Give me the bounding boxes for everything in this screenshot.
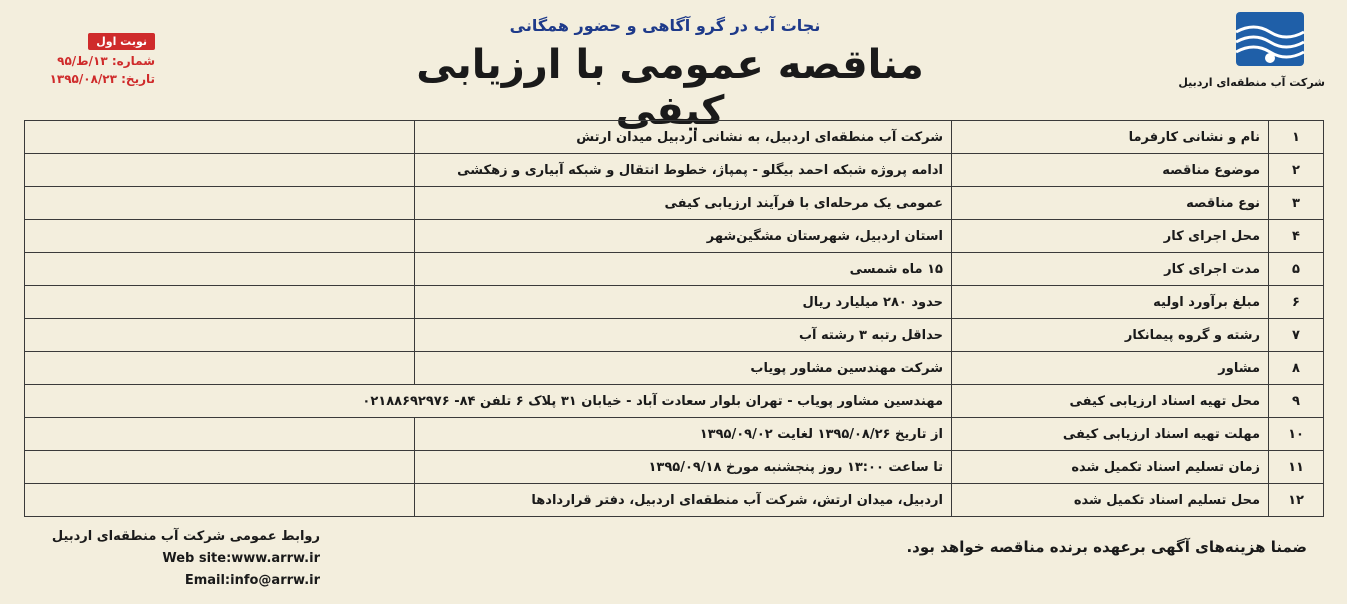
company-logo [1178,10,1325,100]
public-relations-label: روابط عمومی شرکت آب منطقه‌ای اردبیل [51,529,320,544]
row-value: تا ساعت ۱۳:۰۰ روز پنجشنبه مورخ ۱۳۹۵/۰۹/۱۸ [415,451,952,484]
table-row [25,220,1324,253]
notice-date: تاریخ: ۱۳۹۵/۰۸/۲۳ [49,72,155,86]
table-row [25,319,1324,352]
row-blank [25,352,415,385]
row-value: اردبیل، میدان ارتش، شرکت آب منطقه‌ای اردبیل، دفتر قراردادها [415,484,952,517]
row-field: زمان تسلیم اسناد تکمیل شده [952,451,1269,484]
row-blank [25,484,415,517]
row-field: نام و نشانی کارفرما [952,121,1269,154]
row-field: مبلغ برآورد اولیه [952,286,1269,319]
tender-details-table [24,120,1324,517]
row-number: ۴ [1269,220,1324,253]
row-blank [25,253,415,286]
website-text: Web site:www.arrw.ir [162,551,320,566]
table-row [25,352,1324,385]
row-field: نوع مناقصه [952,187,1269,220]
row-field: مشاور [952,352,1269,385]
row-value: عمومی یک مرحله‌ای با فرآیند ارزیابی کیفی [415,187,952,220]
row-number: ۲ [1269,154,1324,187]
table-row [25,286,1324,319]
row-number: ۶ [1269,286,1324,319]
row-field: مهلت تهیه اسناد ارزیابی کیفی [952,418,1269,451]
table-row [25,253,1324,286]
water-wave-logo-icon [1234,10,1306,68]
company-name: شرکت آب منطقه‌ای اردبیل [1178,76,1325,89]
row-value: ۱۵ ماه شمسی [415,253,952,286]
row-field: محل تهیه اسناد ارزیابی کیفی [952,385,1269,418]
contact-block [30,526,320,592]
row-number: ۱۱ [1269,451,1324,484]
row-value: مهندسین مشاور پویاب - تهران بلوار سعادت آباد - خیابان ۳۱ پلاک ۶ تلفن ۸۴- ۰۲۱۸۸۶۹۲۹۷۶ [25,385,952,418]
row-field: موضوع مناقصه [952,154,1269,187]
row-value: استان اردبیل، شهرستان مشگین‌شهر [415,220,952,253]
row-blank [25,187,415,220]
row-number: ۱ [1269,121,1324,154]
row-number: ۸ [1269,352,1324,385]
row-value: شرکت مهندسین مشاور پویاب [415,352,952,385]
row-blank [25,451,415,484]
row-number: ۵ [1269,253,1324,286]
row-field: محل اجرای کار [952,220,1269,253]
row-number: ۳ [1269,187,1324,220]
row-blank [25,286,415,319]
row-number: ۹ [1269,385,1324,418]
row-blank [25,121,415,154]
row-value: حدود ۲۸۰ میلیارد ریال [415,286,952,319]
table-row [25,187,1324,220]
table-row [25,484,1324,517]
notice-round-badge: نوبت اول [88,33,155,50]
table-row [25,121,1324,154]
row-number: ۱۲ [1269,484,1324,517]
ad-cost-note: ضمنا هزینه‌های آگهی برعهده برنده مناقصه خواهد بود. [906,538,1307,556]
row-value: شرکت آب منطقه‌ای اردبیل، به نشانی اردبیل میدان ارتش [415,121,952,154]
row-number: ۱۰ [1269,418,1324,451]
row-value: حداقل رتبه ۳ رشته آب [415,319,952,352]
row-blank [25,220,415,253]
email-text: Email:info@arrw.ir [184,573,320,588]
row-blank [25,319,415,352]
slogan: نجات آب در گرو آگاهی و حضور همگانی [509,16,821,35]
notice-info [20,30,155,86]
row-blank [25,418,415,451]
row-field: رشته و گروه پیمانکار [952,319,1269,352]
row-number: ۷ [1269,319,1324,352]
row-field: مدت اجرای کار [952,253,1269,286]
row-field: محل تسلیم اسناد تکمیل شده [952,484,1269,517]
table-row [25,418,1324,451]
page-title: مناقصه عمومی با ارزیابی کیفی [416,42,924,134]
table-row [25,451,1324,484]
table-row [25,154,1324,187]
notice-number: شماره: ۱۳/ط/۹۵ [57,54,155,68]
row-blank [25,154,415,187]
row-value: از تاریخ ۱۳۹۵/۰۸/۲۶ لغایت ۱۳۹۵/۰۹/۰۲ [415,418,952,451]
row-value: ادامه پروژه شبکه احمد بیگلو - پمپاژ، خطوط انتقال و شبکه آبیاری و زهکشی [415,154,952,187]
table-row [25,385,1324,418]
